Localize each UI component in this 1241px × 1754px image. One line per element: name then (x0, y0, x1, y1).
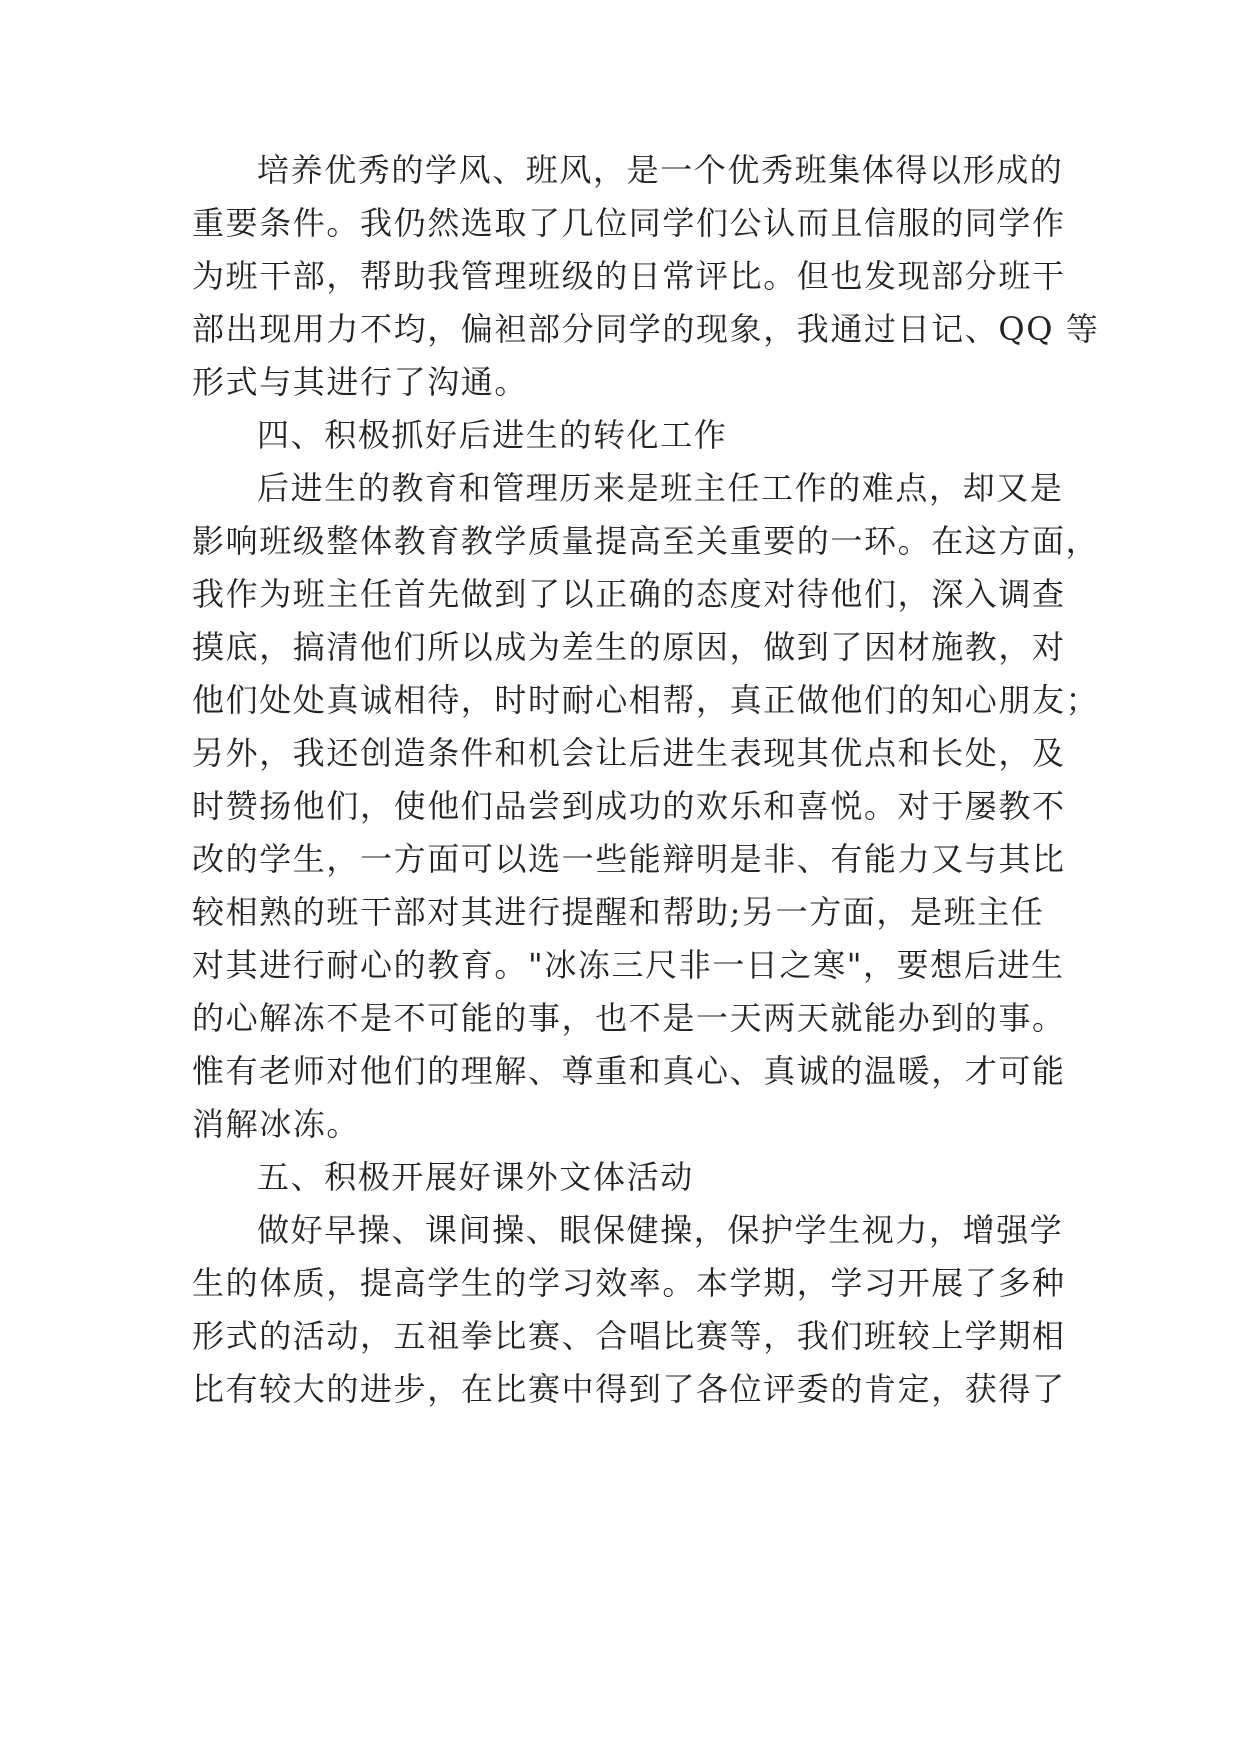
text-line: 形式的活动，五祖拳比赛、合唱比赛等，我们班较上学期相 (192, 1317, 1066, 1355)
section-heading: 五、积极开展好课外文体活动 (257, 1158, 694, 1196)
text-line: 他们处处真诚相待，时时耐心相帮，真正做他们的知心朋友； (192, 681, 1100, 719)
text-line: 我作为班主任首先做到了以正确的态度对待他们，深入调查 (192, 575, 1066, 613)
text-line: 部出现用力不均，偏袒部分同学的现象，我通过日记、QQ 等 (192, 310, 1100, 348)
text-line: 消解冰冻。 (192, 1105, 361, 1143)
text-line: 形式与其进行了沟通。 (192, 363, 529, 401)
text-line: 惟有老师对他们的理解、尊重和真心、真诚的温暖，才可能 (192, 1052, 1066, 1090)
text-line: 改的学生，一方面可以选一些能辩明是非、有能力又与其比 (192, 840, 1066, 878)
text-line: 为班干部，帮助我管理班级的日常评比。但也发现部分班干 (192, 257, 1066, 295)
text-line: 的心解冻不是不可能的事，也不是一天两天就能办到的事。 (192, 999, 1066, 1037)
text-line: 重要条件。我仍然选取了几位同学们公认而且信服的同学作 (192, 204, 1066, 242)
text-line: 影响班级整体教育教学质量提高至关重要的一环。在这方面， (192, 522, 1100, 560)
text-line: 后进生的教育和管理历来是班主任工作的难点，却又是 (257, 469, 1064, 507)
text-line: 做好早操、课间操、眼保健操，保护学生视力，增强学 (257, 1211, 1064, 1249)
text-line: 培养优秀的学风、班风，是一个优秀班集体得以形成的 (257, 151, 1064, 189)
text-line: 摸底，搞清他们所以成为差生的原因，做到了因材施教，对 (192, 628, 1066, 666)
text-line: 比有较大的进步，在比赛中得到了各位评委的肯定，获得了 (192, 1370, 1066, 1408)
text-line: 另外，我还创造条件和机会让后进生表现其优点和长处，及 (192, 734, 1066, 772)
text-line: 时赞扬他们，使他们品尝到成功的欢乐和喜悦。对于屡教不 (192, 787, 1066, 825)
text-line: 较相熟的班干部对其进行提醒和帮助;另一方面，是班主任 (192, 893, 1045, 931)
text-line: 对其进行耐心的教育。"冰冻三尺非一日之寒"，要想后进生 (192, 946, 1065, 984)
text-line: 生的体质，提高学生的学习效率。本学期，学习开展了多种 (192, 1264, 1066, 1302)
section-heading: 四、积极抓好后进生的转化工作 (257, 416, 728, 454)
